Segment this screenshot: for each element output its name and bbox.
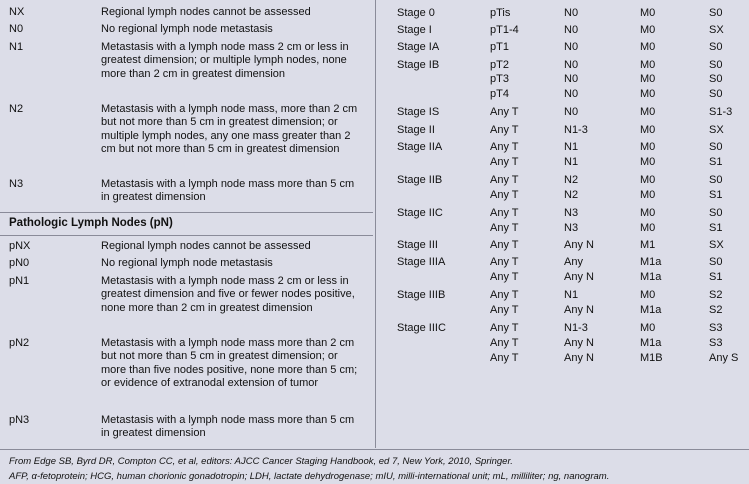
s-value: S1 (709, 189, 723, 201)
node-code: N0 (9, 23, 24, 35)
t-value: Any T (490, 156, 519, 168)
stage-name: Stage IIIC (397, 322, 446, 334)
m-value: M0 (640, 189, 656, 201)
n-value: N0 (564, 41, 579, 53)
m-value: M0 (640, 73, 656, 85)
stage-name: Stage IIIB (397, 289, 446, 301)
t-value: Any T (490, 289, 519, 301)
n-value: N3 (564, 207, 579, 219)
m-value: M0 (640, 222, 656, 234)
m-value: M1 (640, 239, 656, 251)
s-value: SX (709, 24, 724, 36)
m-value: M0 (640, 7, 656, 19)
stage-name: Stage IIA (397, 141, 443, 153)
t-value: Any T (490, 239, 519, 251)
n-value: Any (564, 256, 583, 268)
m-value: M1a (640, 271, 662, 283)
t-value: Any T (490, 189, 519, 201)
stage-name: Stage 0 (397, 7, 435, 19)
t-value: pT1-4 (490, 24, 519, 36)
s-value: SX (709, 239, 724, 251)
node-description: Metastasis with a lymph node mass 2 cm or less in greatest dimension and five or fewer nodes positive, none more than 2 cm in greatest dimension (101, 275, 355, 314)
footer (0, 449, 749, 484)
s-value: S2 (709, 289, 723, 301)
s-value: S0 (709, 207, 723, 219)
node-description: No regional lymph node metastasis (101, 23, 273, 35)
n-value: Any N (564, 337, 594, 349)
n-value: N0 (564, 88, 579, 100)
m-value: M0 (640, 124, 656, 136)
node-description: Regional lymph nodes cannot be assessed (101, 240, 311, 252)
m-value: M0 (640, 106, 656, 118)
n-value: N1-3 (564, 322, 588, 334)
t-value: Any T (490, 322, 519, 334)
t-value: Any T (490, 207, 519, 219)
n-value: N1 (564, 141, 579, 153)
t-value: pTis (490, 7, 511, 19)
n-value: N1 (564, 156, 579, 168)
n-value: N2 (564, 174, 579, 186)
m-value: M0 (640, 174, 656, 186)
s-value: S1 (709, 156, 723, 168)
t-value: Any T (490, 141, 519, 153)
node-description: No regional lymph node metastasis (101, 257, 273, 269)
s-value: S0 (709, 7, 723, 19)
m-value: M0 (640, 41, 656, 53)
pathologic-heading (0, 212, 373, 236)
t-value: pT3 (490, 73, 509, 85)
node-description: Metastasis with a lymph node mass more than 2 cm but not more than 5 cm in greatest dimension; or more than five nodes positive, none more than 5 cm; or evidence of extranodal extension of tumor (101, 337, 358, 390)
abbreviation-note: AFP, α-fetoprotein; HCG, human chorionic gonadotropin; LDH, lactate dehydrogenase; mIU, milli-international unit; mL, milliliter; ng, nanogram. (9, 471, 610, 482)
s-value: S0 (709, 73, 723, 85)
node-code: pN1 (9, 275, 30, 287)
n-value: N0 (564, 59, 579, 71)
s-value: SX (709, 124, 724, 136)
m-value: M0 (640, 322, 656, 334)
s-value: S0 (709, 59, 723, 71)
n-value: N0 (564, 106, 579, 118)
node-code: pNX (9, 240, 31, 252)
node-description: Metastasis with a lymph node mass more than 5 cm in greatest dimension (101, 414, 355, 440)
n-value: N1 (564, 289, 579, 301)
s-value: S2 (709, 304, 723, 316)
t-value: pT2 (490, 59, 509, 71)
m-value: M1a (640, 256, 662, 268)
t-value: Any T (490, 352, 519, 364)
t-value: Any T (490, 304, 519, 316)
n-value: N0 (564, 24, 579, 36)
m-value: M1a (640, 337, 662, 349)
s-value: S0 (709, 141, 723, 153)
t-value: Any T (490, 256, 519, 268)
t-value: pT1 (490, 41, 509, 53)
stage-name: Stage I (397, 24, 432, 36)
stage-name: Stage IS (397, 106, 440, 118)
t-value: Any T (490, 106, 519, 118)
n-value: Any N (564, 352, 594, 364)
node-code: pN2 (9, 337, 30, 349)
n-value: N2 (564, 189, 579, 201)
node-code: N3 (9, 178, 24, 190)
t-value: Any T (490, 174, 519, 186)
stage-name: Stage IIC (397, 207, 443, 219)
m-value: M0 (640, 59, 656, 71)
node-code: NX (9, 6, 25, 18)
t-value: pT4 (490, 88, 509, 100)
n-value: Any N (564, 304, 594, 316)
pathologic-heading-text: Pathologic Lymph Nodes (pN) (9, 217, 173, 229)
source-note: From Edge SB, Byrd DR, Compton CC, et al, editors: AJCC Cancer Staging Handbook, ed 7, New York, 2010, Springer. (9, 456, 513, 467)
node-description: Metastasis with a lymph node mass more than 5 cm in greatest dimension (101, 178, 355, 204)
s-value: S0 (709, 256, 723, 268)
s-value: S3 (709, 337, 723, 349)
node-code: N1 (9, 41, 24, 53)
s-value: S3 (709, 322, 723, 334)
s-value: S0 (709, 174, 723, 186)
t-value: Any T (490, 124, 519, 136)
m-value: M0 (640, 207, 656, 219)
m-value: M0 (640, 156, 656, 168)
node-code: pN0 (9, 257, 30, 269)
m-value: M0 (640, 24, 656, 36)
s-value: S0 (709, 41, 723, 53)
stage-name: Stage III (397, 239, 438, 251)
stage-name: Stage II (397, 124, 435, 136)
node-description: Metastasis with a lymph node mass 2 cm or less in greatest dimension; or multiple lymph nodes, none more than 2 cm in greatest dimension (101, 41, 349, 80)
m-value: M1B (640, 352, 663, 364)
stage-name: Stage IA (397, 41, 440, 53)
n-value: Any N (564, 271, 594, 283)
node-code: N2 (9, 103, 24, 115)
node-description: Regional lymph nodes cannot be assessed (101, 6, 311, 18)
n-value: N1-3 (564, 124, 588, 136)
node-code: pN3 (9, 414, 30, 426)
s-value: S1-3 (709, 106, 733, 118)
m-value: M0 (640, 141, 656, 153)
stage-name: Stage IIIA (397, 256, 446, 268)
node-description: Metastasis with a lymph node mass, more than 2 cm but not more than 5 cm in greatest dimension; or multiple lymph nodes, any one mass greater than 2 cm but not more than 5 cm in greatest dimension (101, 103, 358, 156)
stage-name: Stage IIB (397, 174, 443, 186)
s-value: S1 (709, 222, 723, 234)
stage-panel (375, 0, 749, 448)
n-value: N0 (564, 7, 579, 19)
t-value: Any T (490, 337, 519, 349)
nodes-panel (0, 0, 373, 448)
n-value: Any N (564, 239, 594, 251)
t-value: Any T (490, 222, 519, 234)
s-value: S1 (709, 271, 723, 283)
m-value: M0 (640, 88, 656, 100)
n-value: N3 (564, 222, 579, 234)
t-value: Any T (490, 271, 519, 283)
s-value: Any S (709, 352, 739, 364)
stage-name: Stage IB (397, 59, 440, 71)
n-value: N0 (564, 73, 579, 85)
s-value: S0 (709, 88, 723, 100)
m-value: M1a (640, 304, 662, 316)
m-value: M0 (640, 289, 656, 301)
